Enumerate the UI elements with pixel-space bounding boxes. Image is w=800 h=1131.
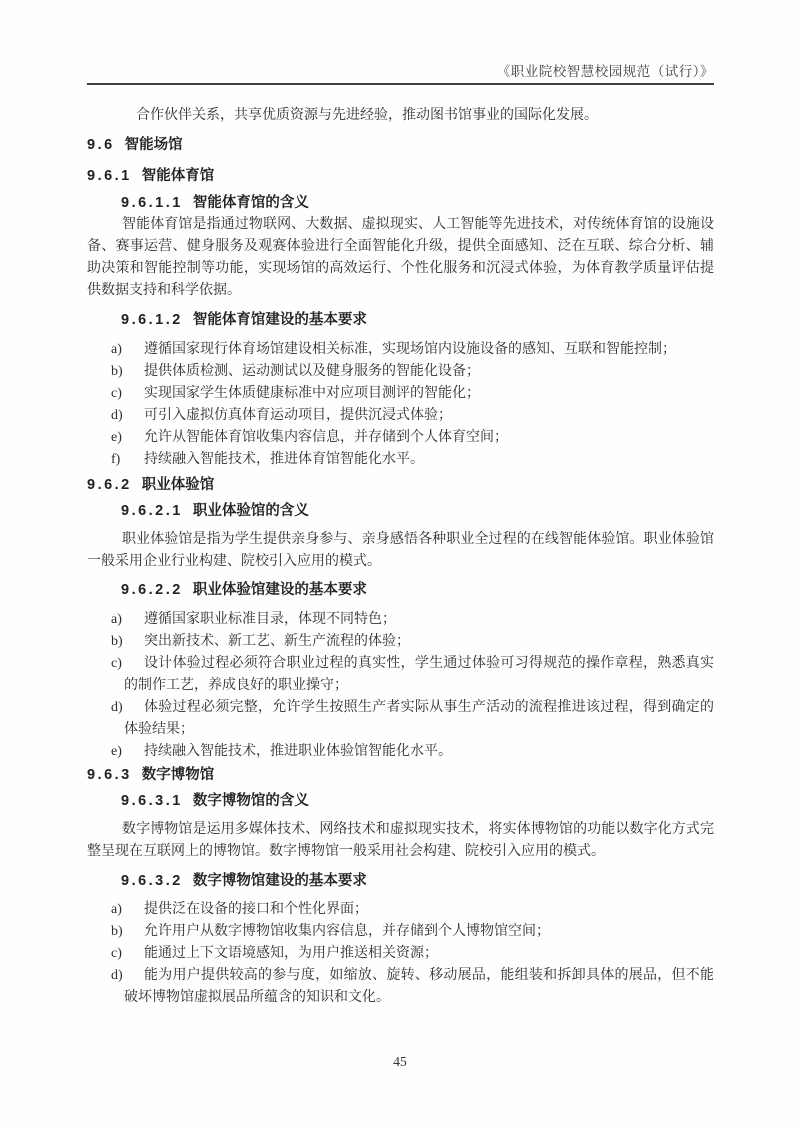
paragraph-9-6-2-1: 职业体验馆是指为学生提供亲身参与、亲身感悟各种职业全过程的在线智能体验馆。职业体验馆一般采用企业行业构建、院校引入应用的模式。 (87, 532, 714, 569)
clause-list-9-6-2-2 (87, 609, 714, 763)
clause-item (87, 921, 714, 943)
clause-item (87, 943, 714, 965)
heading-9-6-2-1 (87, 501, 714, 521)
heading-9-6-3 (87, 765, 714, 785)
section-number: 9.6.2.1 (121, 503, 183, 519)
clause-text: 允许用户从数字博物馆收集内容信息，并存储到个人博物馆空间； (144, 924, 550, 939)
clause-label: f) (111, 452, 121, 467)
section-number: 9.6.3 (87, 767, 132, 783)
clause-label: b) (111, 364, 123, 379)
clause-label: b) (111, 924, 123, 939)
paragraph-9-6-3-1: 数字博物馆是运用多媒体技术、网络技术和虚拟现实技术，将实体博物馆的功能以数字化方式完整呈现在互联网上的博物馆。数字博物馆一般采用社会构建、院校引入应用的模式。 (87, 822, 714, 859)
clause-text: 实现国家学生体质健康标准中对应项目测评的智能化； (144, 386, 480, 401)
heading-9-6-2-2 (87, 580, 714, 600)
clause-text: 设计体验过程必须符合职业过程的真实性，学生通过体验可习得规范的操作章程，熟悉真实的制作工艺，养成良好的职业操守； (124, 656, 714, 693)
clause-item (87, 697, 714, 741)
clause-text: 能通过上下文语境感知，为用户推送相关资源； (144, 946, 438, 961)
clause-label: a) (111, 902, 122, 917)
clause-label: d) (111, 700, 123, 715)
clause-text: 体验过程必须完整，允许学生按照生产者实际从事生产活动的流程推进该过程，得到确定的体验结果； (124, 700, 714, 737)
section-title: 数字博物馆 (141, 767, 215, 783)
section-title: 智能场馆 (124, 137, 183, 153)
clause-label: c) (111, 656, 122, 671)
section-number: 9.6.3.1 (121, 793, 183, 809)
clause-item (87, 609, 714, 631)
clause-text: 提供泛在设备的接口和个性化界面； (144, 902, 368, 917)
section-title: 职业体验馆 (141, 477, 215, 493)
clause-text: 持续融入智能技术，推进职业体验馆智能化水平。 (144, 744, 452, 759)
clause-label: d) (111, 968, 123, 983)
clause-label: a) (111, 342, 122, 357)
section-title: 智能体育馆建设的基本要求 (192, 312, 367, 328)
clause-label: c) (111, 946, 122, 961)
section-number: 9.6.2.2 (121, 582, 183, 598)
section-number: 9.6.2 (87, 477, 132, 493)
clause-text: 可引入虚拟仿真体育运动项目，提供沉浸式体验； (144, 408, 452, 423)
heading-9-6-1-1 (87, 193, 714, 213)
clause-label: a) (111, 612, 122, 627)
section-title: 数字博物馆的含义 (192, 793, 309, 809)
section-title: 智能体育馆 (141, 168, 215, 184)
section-title: 智能体育馆的含义 (192, 195, 309, 211)
heading-9-6-2 (87, 475, 714, 495)
clause-label: b) (111, 634, 123, 649)
heading-9-6-1-2 (87, 310, 714, 330)
clause-text: 提供体质检测、运动测试以及健身服务的智能化设备； (144, 364, 480, 379)
header-rule (87, 83, 714, 85)
document-content (87, 0, 714, 1009)
clause-label: d) (111, 408, 123, 423)
section-number: 9.6.1.2 (121, 312, 183, 328)
clause-item (87, 405, 714, 427)
clause-text: 突出新技术、新工艺、新生产流程的体验； (144, 634, 410, 649)
page-number: 45 (393, 1054, 407, 1069)
section-title: 职业体验馆建设的基本要求 (192, 582, 367, 598)
heading-9-6-3-2 (87, 871, 714, 891)
clause-item (87, 899, 714, 921)
section-number: 9.6.3.2 (121, 873, 183, 889)
clause-label: e) (111, 430, 122, 445)
clause-label: e) (111, 744, 122, 759)
section-number: 9.6.1.1 (121, 195, 183, 211)
paragraph-continuation: 合作伙伴关系，共享优质资源与先进经验，推动图书馆事业的国际化发展。 (136, 108, 598, 123)
paragraph-9-6-1-1: 智能体育馆是指通过物联网、大数据、虚拟现实、人工智能等先进技术，对传统体育馆的设施设备、赛事运营、健身服务及观赛体验进行全面智能化升级，提供全面感知、泛在互联、综合分析、辅助决策和智能控制等功能，实现场馆的高效运行、个性化服务和沉浸式体验，为体育教学质量评估提供数据支持和科学依据。 (87, 217, 714, 298)
clause-item (87, 339, 714, 361)
section-title: 职业体验馆的含义 (192, 503, 309, 519)
clause-list-9-6-3-2 (87, 899, 714, 1009)
clause-text: 持续融入智能技术，推进体育馆智能化水平。 (144, 452, 424, 467)
clause-item (87, 965, 714, 1009)
clause-item (87, 361, 714, 383)
clause-item (87, 653, 714, 697)
clause-item (87, 427, 714, 449)
clause-text: 遵循国家现行体育场馆建设相关标准，实现场馆内设施设备的感知、互联和智能控制； (144, 342, 676, 357)
heading-9-6-1 (87, 166, 714, 186)
clause-item (87, 383, 714, 405)
heading-9-6-3-1 (87, 791, 714, 811)
clause-text: 遵循国家职业标准目录，体现不同特色； (144, 612, 396, 627)
clause-label: c) (111, 386, 122, 401)
running-head: 《职业院校智慧校园规范（试行）》 (496, 64, 714, 79)
section-number: 9.6 (87, 137, 115, 153)
section-number: 9.6.1 (87, 168, 132, 184)
clause-item (87, 631, 714, 653)
clause-list-9-6-1-2 (87, 339, 714, 471)
clause-item (87, 449, 714, 471)
clause-item (87, 741, 714, 763)
section-title: 数字博物馆建设的基本要求 (192, 873, 367, 889)
heading-9-6 (87, 135, 714, 155)
clause-text: 允许从智能体育馆收集内容信息，并存储到个人体育空间； (144, 430, 508, 445)
clause-text: 能为用户提供较高的参与度，如缩放、旋转、移动展品，能组装和拆卸具体的展品，但不能破坏博物馆虚拟展品所蕴含的知识和文化。 (124, 968, 714, 1005)
